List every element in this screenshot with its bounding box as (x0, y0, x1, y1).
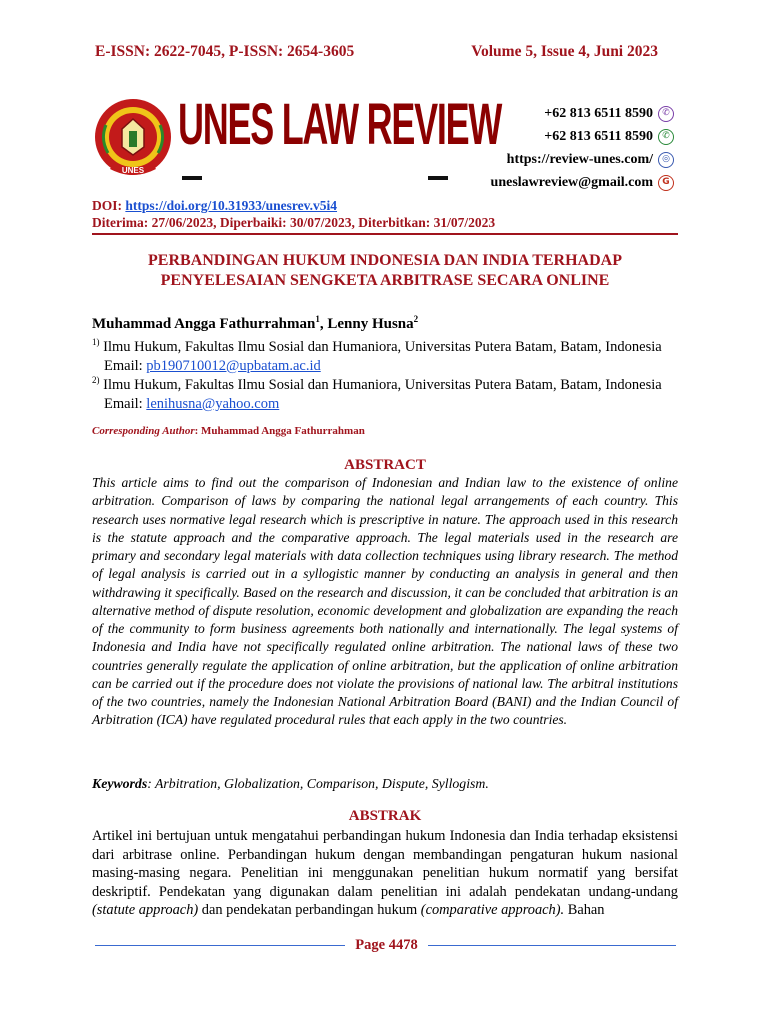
affiliation-1-text: Ilmu Hukum, Fakultas Ilmu Sosial dan Humaniora, Universitas Putera Batam, Batam, Indonesia (103, 338, 662, 355)
abstrak-heading: ABSTRAK (348, 808, 422, 824)
corresponding-label: Corresponding Author (92, 425, 195, 437)
contact-phone[interactable] (491, 102, 674, 125)
abstract-heading: ABSTRACT (344, 457, 426, 473)
phone-icon: ✆ (658, 106, 674, 122)
contact-email[interactable] (491, 171, 674, 194)
email-link-2[interactable]: lenihusna@yahoo.com (146, 395, 280, 412)
keywords-label: Keywords (92, 776, 148, 791)
abstrak-italic-2: (comparative approach). (420, 902, 565, 919)
email-label-1: Email: (104, 357, 147, 374)
article-dates: Diterima: 27/06/2023, Diperbaiki: 30/07/2023, Diterbitkan: 31/07/2023 (92, 215, 496, 230)
volume-issue-text: Volume 5, Issue 4, Juni 2023 (471, 43, 658, 60)
page-number: Page 4478 (355, 937, 418, 953)
contact-list (491, 102, 674, 194)
keywords-text: : Arbitration, Globalization, Comparison, Dispute, Syllogism. (147, 776, 489, 791)
keywords-line (92, 776, 489, 792)
abstrak-part-2: dan pendekatan perbandingan hukum (198, 902, 421, 919)
email-link-1[interactable]: pb190710012@upbatam.ac.id (146, 357, 321, 374)
abstract-text: This article aims to find out the comparison of Indonesian and Indian law to the existence of online arbitration. Comparison of laws by comparing the national legal arrangements of each country. This research uses normative legal research which is prescriptive in nature. The approach used in this research is the statute approach and the comparative approach. The legal materials used in the research are primary and secondary legal materials with data collection techniques using library research. The method of legal analysis is carried out in a syllogistic manner by conducting an analysis in general and then withdrawing it specifically. Based on the research and discussion, it can be concluded that arbitration is an alternative method of dispute resolution, economic development and globalization are expanding the reach of the community to form business agreements both nationally and internationally. The legal systems of Indonesia and India have not specifically regulated online arbitration. The national laws of these two countries generally regulate the application of online arbitration, but the application of online arbitration can be carried out if the procedure does not violate the provisions of national law. The arbitral institutions of the two countries, namely the Indonesian National Arbitration Board (BANI) and the Indian Council of Arbitration (ICA) have regulated procedural rules that each apply in the two countries. (92, 475, 678, 728)
author-line: Muhammad Angga Fathurrahman$^1$, Lenny Husna$^2$ (92, 314, 419, 332)
author-1: Muhammad Angga Fathurrahman (92, 316, 316, 332)
abstrak-text (92, 827, 678, 920)
corresponding-author (92, 425, 365, 437)
website-url: https://review-unes.com/ (506, 152, 653, 167)
corresponding-name: : Muhammad Angga Fathurrahman (194, 425, 365, 437)
author-2: Lenny Husna (327, 316, 414, 332)
affiliation-1 (92, 333, 692, 376)
issn-text: E-ISSN: 2622-7045, P-ISSN: 2654-3605 (95, 43, 355, 60)
doi-label: DOI: (92, 198, 126, 213)
emblem-label: UNES (121, 166, 145, 175)
affiliation-2 (92, 371, 692, 414)
affiliation-2-num: 2) (92, 375, 100, 385)
contact-email-address: uneslawreview@gmail.com (490, 175, 653, 190)
google-icon: G (658, 175, 674, 191)
whatsapp-icon: ✆ (658, 129, 674, 145)
footer-rule-left (95, 945, 345, 946)
logo-divider-right (428, 176, 448, 180)
doi-link[interactable]: https://doi.org/10.31933/unesrev.v5i4 (125, 198, 338, 213)
doi-block (92, 197, 495, 231)
journal-logo-text: UNES LAW REVIEW (178, 92, 502, 157)
title-line-1: PERBANDINGAN HUKUM INDONESIA DAN INDIA TERHADAP (148, 252, 622, 269)
title-line-2: PENYELESAIAN SENGKETA ARBITRASE SECARA ONLINE (160, 272, 610, 289)
contact-website[interactable] (491, 148, 674, 171)
abstrak-part-1: Artikel ini bertujuan untuk mengatahui perbandingan hukum Indonesia dan India terhadap eksistensi dari arbitrase online. Perbandingan hukum dengan membandingan pengaturan hukum nasional masing-masing negara. Penelitian ini menggunakan penelitian hukum normatif yang bersifat deskriptif. Pendekatan yang digunakan dalam penelitian ini adalah pendekatan undang-undang (92, 828, 678, 900)
header-rule (92, 233, 678, 235)
abstrak-italic-1: (statute approach) (92, 902, 199, 919)
affiliation-1-num: 1) (92, 337, 100, 347)
whatsapp-number: +62 813 6511 8590 (544, 129, 653, 144)
affiliation-2-text: Ilmu Hukum, Fakultas Ilmu Sosial dan Humaniora, Universitas Putera Batam, Batam, Indonesia (103, 376, 662, 393)
web-icon: ◎ (658, 152, 674, 168)
university-emblem-icon (92, 95, 174, 187)
contact-whatsapp[interactable] (491, 125, 674, 148)
phone-number: +62 813 6511 8590 (544, 106, 653, 121)
logo-divider-left (182, 176, 202, 180)
abstrak-part-3: Bahan (564, 902, 605, 919)
footer-rule-right (428, 945, 676, 946)
article-title (92, 251, 678, 291)
email-label-2: Email: (104, 395, 147, 412)
